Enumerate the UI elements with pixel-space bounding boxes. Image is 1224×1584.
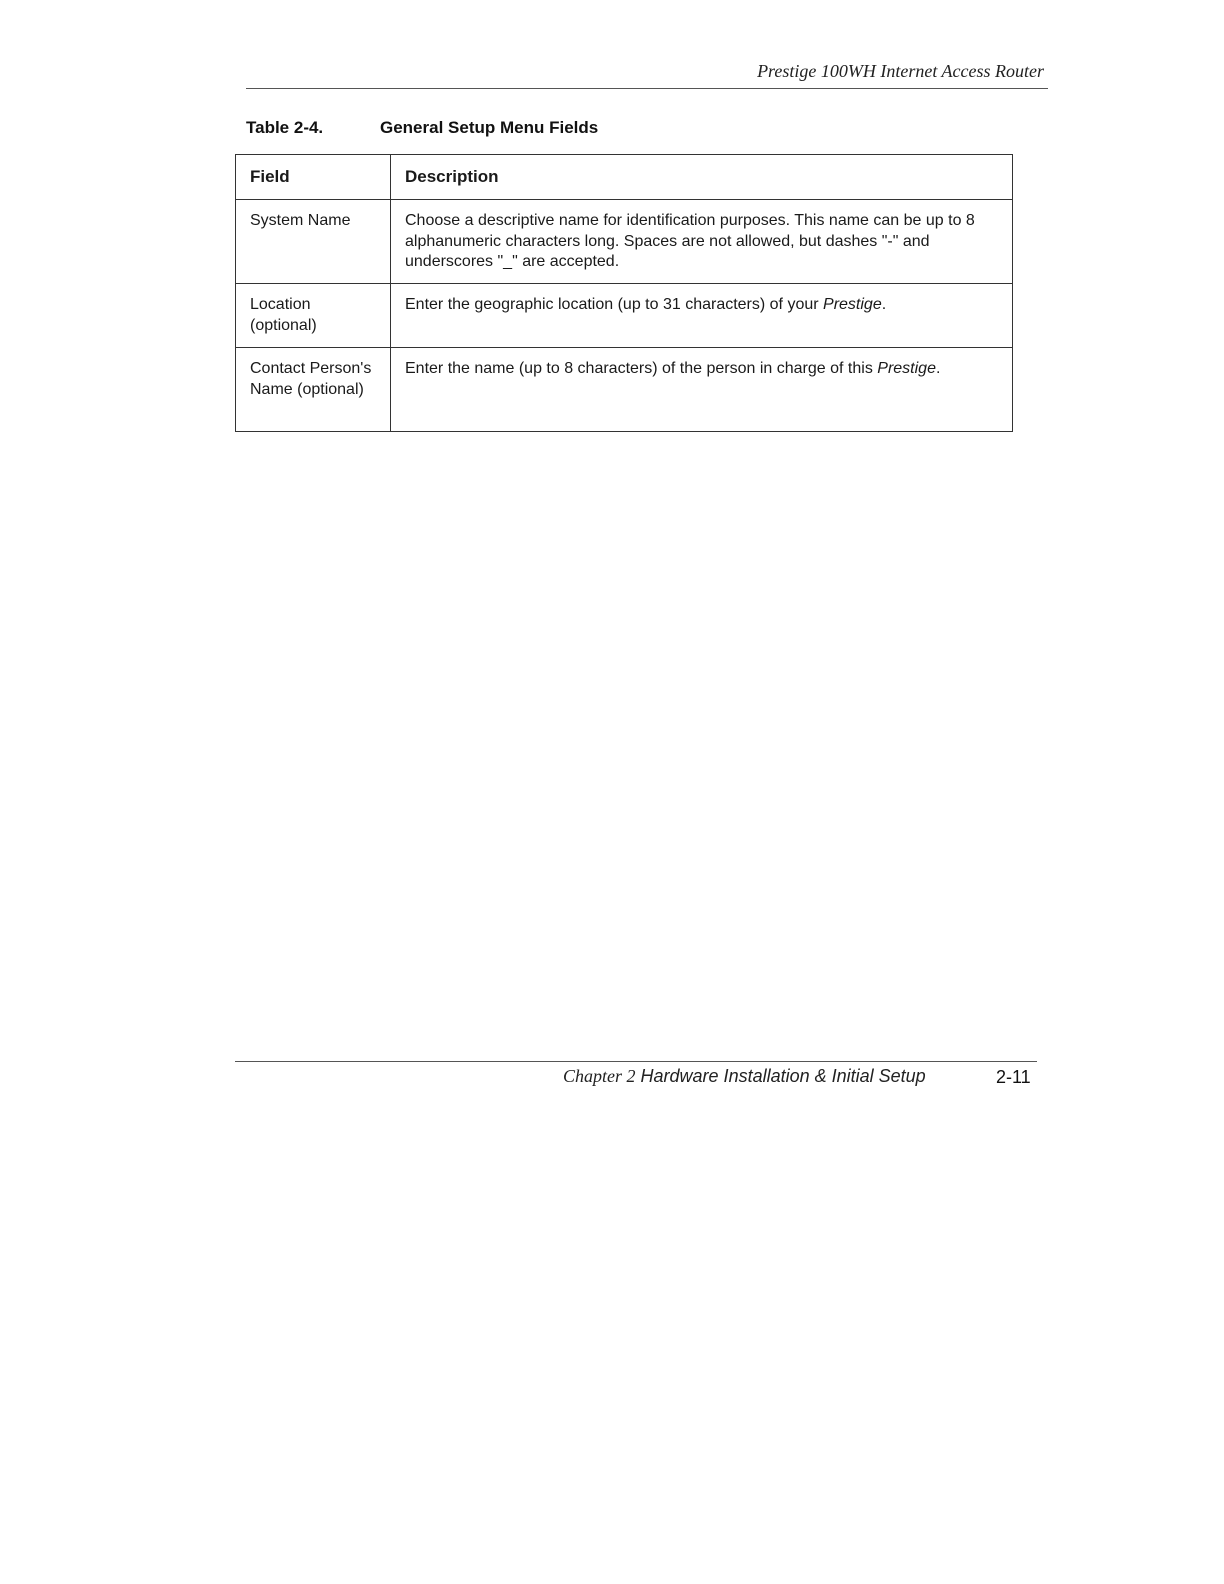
- footer-chapter-title: [563, 1066, 926, 1087]
- header-divider: [246, 88, 1048, 89]
- column-header-field: Field: [236, 155, 391, 200]
- field-cell: Location (optional): [236, 284, 391, 348]
- field-cell: System Name: [236, 200, 391, 284]
- table-title: General Setup Menu Fields: [380, 118, 599, 137]
- field-cell: Contact Person's Name (optional): [236, 348, 391, 432]
- table-row: [236, 284, 1013, 348]
- description-cell: Enter the geographic location (up to 31 characters) of your Prestige.: [391, 284, 1013, 348]
- table-caption: [246, 118, 598, 138]
- chapter-name: Hardware Installation & Initial Setup: [640, 1066, 926, 1086]
- product-name-emphasis: Prestige: [877, 360, 936, 377]
- footer-divider: [235, 1061, 1037, 1062]
- table-row: [236, 200, 1013, 284]
- page-number: 2-11: [996, 1067, 1031, 1087]
- column-header-description: Description: [391, 155, 1013, 200]
- table-row: [236, 348, 1013, 432]
- description-cell: Choose a descriptive name for identification purposes. This name can be up to 8 alphanumeric characters long. Spaces are not allowed, but dashes "-" and underscores "_" are accepted.: [391, 200, 1013, 284]
- product-name-emphasis: Prestige: [823, 296, 882, 313]
- table-number: Table 2-4.: [246, 118, 324, 137]
- table-header-row: [236, 155, 1013, 200]
- general-setup-fields-table: [235, 154, 1013, 432]
- chapter-label: Chapter 2: [563, 1066, 636, 1086]
- running-header: Prestige 100WH Internet Access Router: [757, 61, 1044, 81]
- description-cell: Enter the name (up to 8 characters) of the person in charge of this Prestige.: [391, 348, 1013, 432]
